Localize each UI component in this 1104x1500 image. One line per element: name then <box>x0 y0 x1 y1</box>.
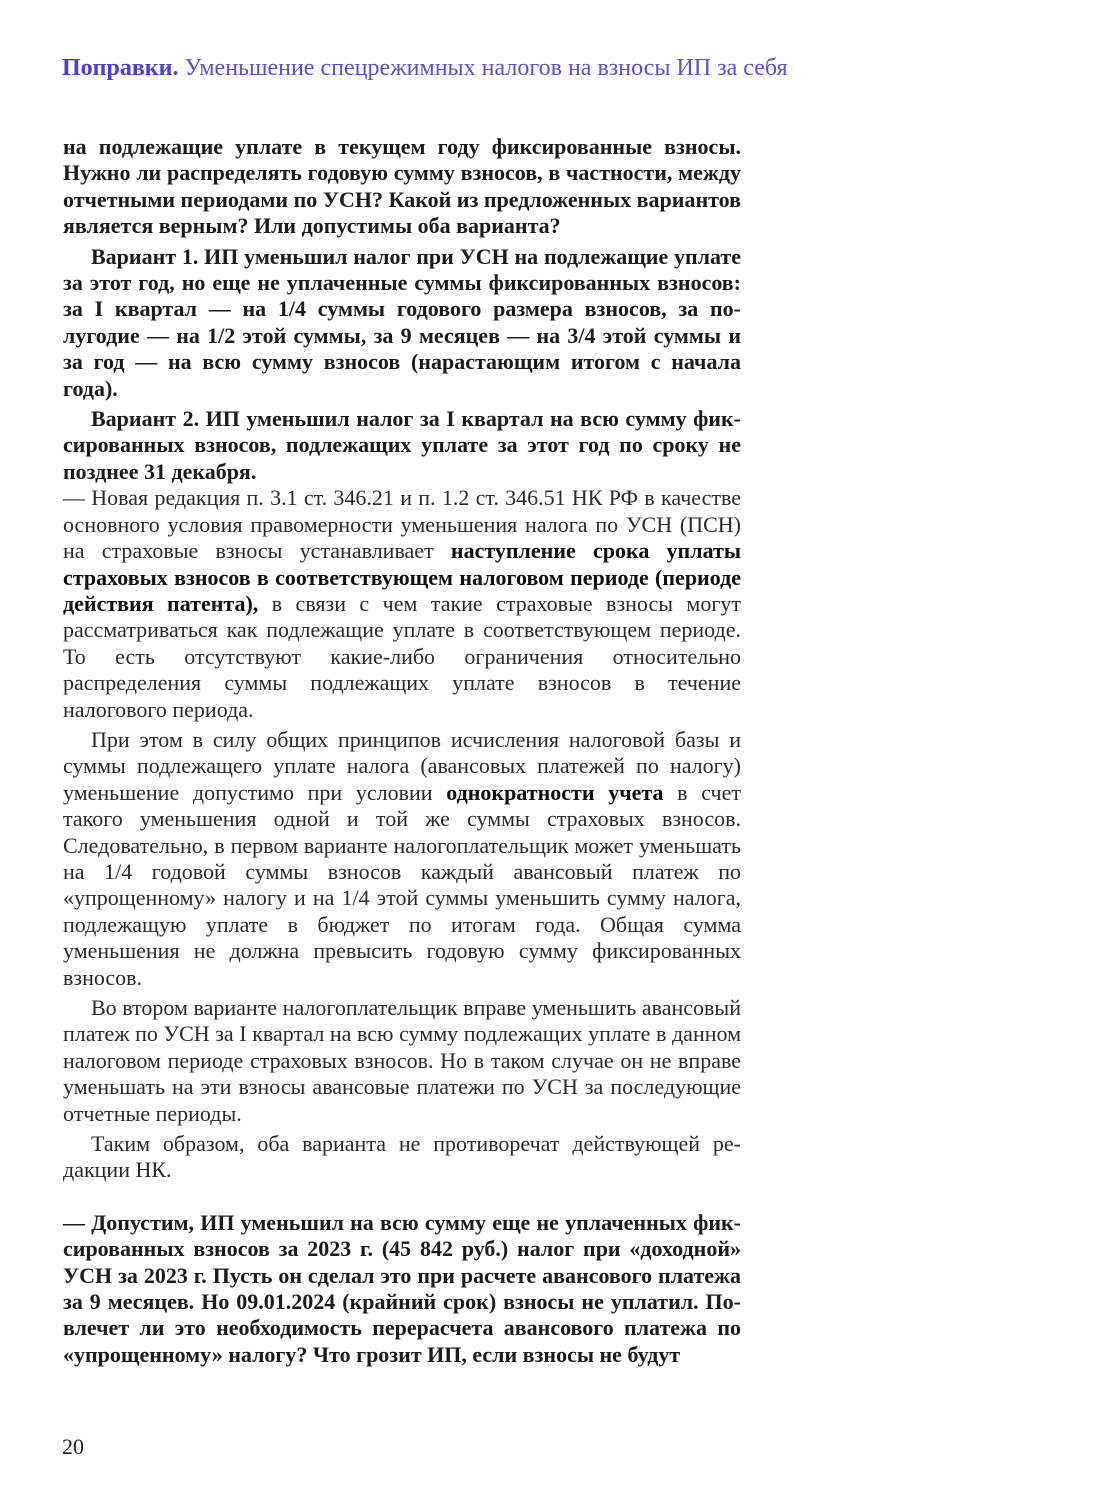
running-header <box>62 54 788 82</box>
page-number: 20 <box>62 1434 84 1459</box>
answer-2-emphasis: однократности учета <box>446 779 664 805</box>
answer-2-text-a: При этом в силу общих принципов исчисления налоговой базы и суммы подлежащего уплате налога (авансовых платежей по налогу) уменьшение допустимо при условии <box>63 726 741 805</box>
article-body <box>63 134 741 1368</box>
answer-paragraph-4: Таким образом, оба варианта не противоречат действующей редакции НК. <box>63 1131 741 1183</box>
variant-2: Вариант 2. ИП уменьшил налог за I квартал на всю сумму фиксированных взносов, подлежащих уплате за этот год по сроку не позднее 31 декабря. <box>63 406 741 484</box>
header-lead: Поправки. <box>62 55 179 81</box>
answer-2-text-c: в счет такого уменьшения одной и той же суммы страховых взносов. Следовательно, в первом варианте налогоплательщик может уменьшать на 1/4 годовой суммы взносов каждый авансовый платеж по «упрощенному» налогу и на 1/4 этой суммы уменьшить сумму налога, подлежащую уплате в бюджет по итогам года. Общая сумма уменьшения не должна превысить годовую сумму фиксированных взносов. <box>63 779 741 990</box>
question-continuation: на подлежащие уплате в текущем году фиксированные взносы. Нужно ли распределять годовую сумму взносов, в частности, между отчетными периодами по УСН? Какой из предложенных вариантов является верным? Или допустимы оба варианта? <box>63 134 741 239</box>
answer-paragraph-2 <box>63 727 741 991</box>
answer-paragraph-3: Во втором варианте налогоплательщик вправе уменьшить авансовый платеж по УСН за I квартал на всю сумму подлежащих уплате в данном налоговом периоде страховых взносов. Но в таком случае он не вправе уменьшать на эти взносы авансовые платежи по УСН за последующие отчетные периоды. <box>63 995 741 1126</box>
header-title: Уменьшение спецрежимных налогов на взносы ИП за себя <box>184 55 788 81</box>
answer-1-text-a: — Новая редакция п. 3.1 ст. 346.21 и п. 1.2 ст. 346.51 НК РФ в качестве основного условия правомерности уменьшения налога по УСН (ПСН) на страховые взносы устанавливает <box>63 485 741 564</box>
answer-paragraph-1 <box>63 485 741 723</box>
variant-1: Вариант 1. ИП уменьшил налог при УСН на подлежащие уплате за этот год, но еще не уплаченные суммы фиксированных взносов: за I квартал — на 1/4 суммы годового размера взносов, за полугодие — на 1/2 этой суммы, за 9 месяцев — на 3/4 этой суммы и за год — на всю сумму взносов (нарастающим итогом с начала года). <box>63 243 741 401</box>
answer-1-text-c: в связи с чем такие страховые взносы могут рассматриваться как подлежащие уплате в соответствующем периоде. То есть отсутствуют какие-либо ограничения относительно распределения суммы подлежащих уплате взносов в течение налогового периода. <box>63 590 741 722</box>
answer-1-emphasis: наступление срока уплаты страховых взносов в соответствующем налоговом периоде (периоде действия патента), <box>63 538 741 616</box>
question-2: — Допустим, ИП уменьшил на всю сумму еще не уплаченных фиксированных взносов за 2023 г. (45 842 руб.) налог при «доходной» УСН за 2023 г. Пусть он сделал это при расчете авансового платежа за 9 месяцев. Но 09.01.2024 (крайний срок) взносы не уплатил. Повлечет ли это необходимость перерасчета авансового платежа по «упрощенному» налогу? Что грозит ИП, если взносы не будут <box>63 1209 741 1367</box>
